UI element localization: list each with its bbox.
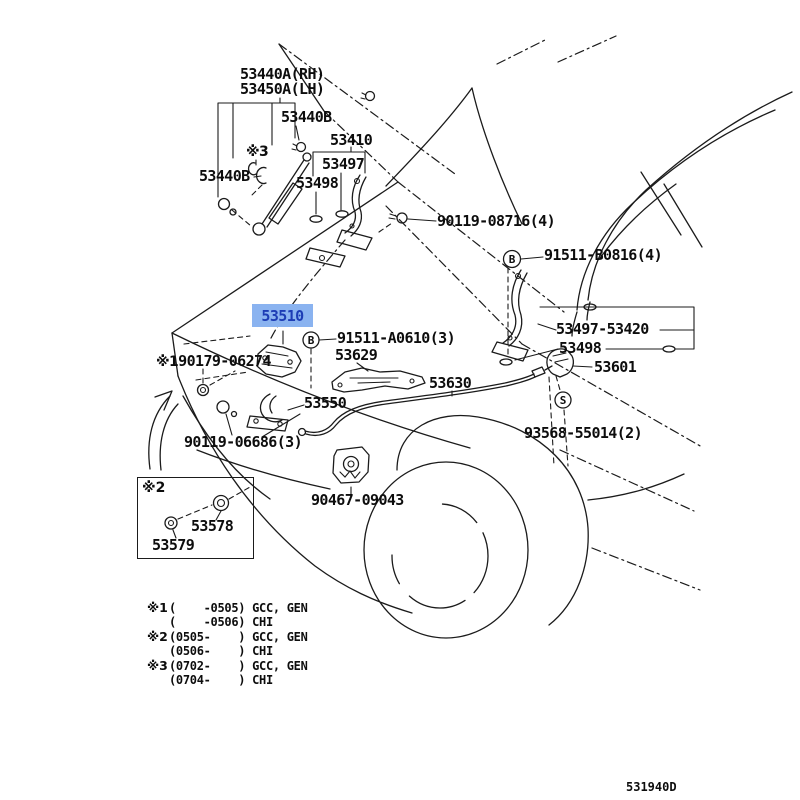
part-label-53630[interactable]: 53630: [429, 374, 472, 392]
part-label-53450a-lh[interactable]: 53450A(LH): [240, 80, 325, 98]
part-label-53497-53420[interactable]: 53497-53420: [556, 320, 649, 338]
part-label-91511-b0816[interactable]: 91511-B0816(4): [544, 246, 663, 264]
part-label-53440b-top[interactable]: 53440B: [281, 108, 332, 126]
part-label-53440a-rh[interactable]: 53440A(RH): [240, 65, 325, 83]
legend-row: ※1( -0505) GCC, GEN: [147, 600, 308, 615]
part-label-53579[interactable]: 53579: [152, 536, 195, 554]
part-label-53498-lower[interactable]: 53498: [559, 339, 602, 357]
part-label-53498-upper[interactable]: 53498: [296, 174, 339, 192]
part-label-90119-08716[interactable]: 90119-08716(4): [437, 212, 556, 230]
part-label-53440b-left[interactable]: 53440B: [199, 167, 250, 185]
callout-b-upper: B: [508, 253, 516, 266]
part-label-53629[interactable]: 53629: [335, 346, 378, 364]
footnote-mark-2: ※2: [142, 480, 166, 496]
car-body-outline: [172, 36, 792, 638]
legend-row: ※3(0702- ) GCC, GEN: [147, 657, 308, 673]
legend-row: (0704- ) CHI: [169, 672, 273, 687]
legend-row: ( -0506) CHI: [169, 615, 273, 630]
selected-part-highlight[interactable]: [252, 304, 313, 327]
part-label-53550[interactable]: 53550: [304, 394, 347, 412]
legend-row: ※2(0505- ) GCC, GEN: [147, 628, 308, 644]
part-drawings: [149, 92, 675, 530]
part-label-53578[interactable]: 53578: [191, 517, 234, 535]
footnote-mark-3: ※3: [246, 144, 269, 160]
legend-row: (0506- ) CHI: [169, 644, 273, 659]
part-label-53510: 53510: [261, 306, 304, 325]
applicability-legend: [147, 597, 308, 687]
callout-b-lower: B: [307, 334, 315, 347]
callout-s: S: [559, 394, 567, 407]
part-label-90467-09043[interactable]: 90467-09043: [311, 491, 404, 509]
part-label-53410[interactable]: 53410: [330, 131, 373, 149]
part-label-90119-06686[interactable]: 90119-06686(3): [184, 433, 303, 451]
part-label-53601[interactable]: 53601: [594, 358, 637, 376]
footnote-mark-1: ※1: [156, 354, 179, 370]
part-label-53497-upper[interactable]: 53497: [322, 155, 365, 173]
part-label-93568-55014[interactable]: 93568-55014(2): [524, 424, 643, 442]
part-label-91511-a0610[interactable]: 91511-A0610(3): [337, 329, 456, 347]
part-number-90179: 90179-06274: [178, 352, 271, 370]
part-label-90179-06274[interactable]: [156, 354, 271, 369]
inset-detail-box: [137, 477, 254, 559]
diagram-code: 531940D: [626, 780, 677, 794]
